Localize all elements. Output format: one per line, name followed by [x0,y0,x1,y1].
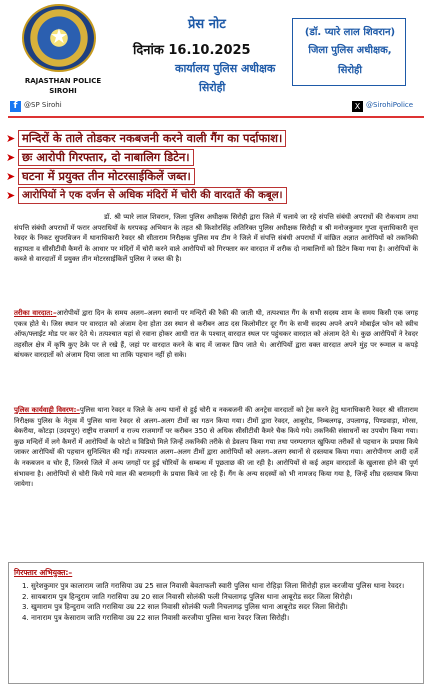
facebook-handle[interactable]: @SP Sirohi [24,101,62,109]
list-item: 3. खुमाराम पुत्र हिन्दुराम जाति गरासिया उम्र 22 साल निवासी सोलंकी फली निचलागढ़ पुलिस थाना आबूरोड सदर जिला सिरोही। [22,602,348,612]
headline-1: मन्दिरों के ताले तोडकर नकबजनी करने वाली गैंग का पर्दाफाश। [18,130,286,147]
org-city: SIROHI [49,87,77,95]
arrested-title: गिरफ्तार अभियुक्त:– [14,568,73,577]
x-icon[interactable]: X [352,101,363,112]
facebook-icon[interactable]: f [10,101,21,112]
press-note-title: प्रेस नोट [188,17,226,32]
office-city: सिरोही [199,81,226,94]
officer-title: जिला पुलिस अधीक्षक, [308,45,392,56]
police-action-text: पुलिस थाना रेवदर व जिले के अन्य थानों से हुई चोरी व नकबजनी की अनट्रेस वारदातों को ट्रेस करने हेतु थानाधिकारी रेवदर श्री सीताराम निरीक्षक पुलिस के नेतृत्व में पुलिस थाना रेवदर से अलग–अलग टीमों का गठन किया गया। टीमों द्वारा रेवदर, आबूरोड, निम्बलगढ़, उपलागढ़, पिण्डवाड़ा, मोरस, बेकरीया, कोटड़ा (उदयपुर) राष्ट्रीय राजमार्ग व राज्य राजमार्गों पर करीबन 350 से अधिक सीसीटीवी कैमरे चैक किये गये। तकनिकी संसाधनों का उपयोग किया गया। कुछ मन्दिरों में लगे कैमरों में आरोपियों के फोटो व विडियो मिले जिन्हें तकनिकी तरीके से डेवलप किया गया तथा परम्परागत खुफिया तरीकों से पहचान के प्रयास किये जाकर आरोपियों की पहचान सुनिश्चित की गई। तत्पश्चात अलग–अलग टीमों द्वारा आरोपियों को अलग–अलग स्थानों से दस्तयाब किया गया। आरोपीगण आदी दर्जे के नकबजन व चोर हैं, जिनसे जिले में अन्य जगहों पर हुई चोरियों के सम्बन्ध में पूछताछ की जा रही है। आरोपियों से कई अहम वारदातों के खुलासा होने की पूर्ण संभावना है। आरोपियों से चोरी किये गये माल की बरामदगी के प्रयास किये जा रहे हैं। गैंग के अन्य सदस्यों को भी नामजद किया गया है, जिन्हें शीघ्र दस्तयाब किया जायेगा। [14,406,418,489]
star-icon: ★ [50,24,68,48]
officer-name: (डॉ. प्यारे लाल शिवरान) [304,27,396,38]
method-text: आरोपीयों द्वारा दिन के समय अलग–अलग स्थानों पर मन्दिरों की रैकी की जाती थी, तत्पश्चात गैंग के सभी सदस्य शाम के समय किसी एक जगह एकत्र होते थे। जिस स्थान पर वारदात को अंजाम देना होता उस स्थान से करीबन आठ दस किलोमीटर दूर गैंग के सभी सदस्य अपने अपने मोबाईल फोन को स्वीच ऑफ/फ्लाईट मोड पर कर देते थे। तत्पश्चात यहां से रवाना होकर आधी रात के पश्चात् वारदात स्थल पर पहुंचकर वारदात को अंजाम देते थे। कुछ आरोपियों ने रेवदर तहसील क्षेत्र में कृषि कुए ठेके पर ले रखे हैं, जहां पर वारदात करने के बाद में जाकर छिप जाते थे। आरोपियों द्वारा वक्त वारदात अपने मुंह पर रूमाल व कपड़े बांधकर वारदातों को अंजाम दिया जाता था ताकि पहचान नहीं हो सके। [14,309,418,360]
list-item: 4. नानाराम पुत्र केसाराम जाति गरासिया उम्र 22 साल निवासी करजीया पुलिस थाना रेवदर जिला सिरोही। [22,612,290,622]
headline-2: छः आरोपी गिरफ्तार, दो नाबालिग डिटेन। [18,149,194,166]
list-item: 1. सुरेशकुमार पुत्र कालाराम जाति गरासिया उम्र 25 साल निवासी बेवताफली स्वारी पुलिस थाना रोहिड़ा जिला सिरोही हाल करजीया पुलिस थाना रेवदर। [22,581,405,590]
arrow-icon: ➤ [6,189,16,202]
date-line: दिनांक 16.10.2025 [133,43,251,58]
method-label: तरीका वारदात:– [14,309,57,317]
x-handle[interactable]: @SirohiPolice [366,101,414,109]
org-name: RAJASTHAN POLICE [24,77,102,85]
arrested-list [14,581,426,623]
intro-paragraph: डॉ. श्री प्यारे लाल शिवरान, जिला पुलिस अधीक्षक सिरोही द्वारा जिले में चलाये जा रहे संपत्ति संबंधी अपराधों की रोकथाम तथा संपत्ति संबंधी अपराधों में फरार अपराधियों के धरपकड़ अभियान के तहत श्री किशोरसिंह अतिरिक्त पुलिस अधीक्षक सिरोही व श्री मनोजकुमार गुप्ता वृत्ताधिकारी वृत्त रेवदर के निकट सुपरविजन में थानाधिकारी रेवदर श्री सीताराम निरीक्षक पुलिस मय टीम ने जिले में संपत्ति संबंधी अपराधों में वांछित अज्ञात आरोपियों को तकनिकी सहायता व सीसीटीवी कैमरों के आधार पर मंदिरों में चोरी करने वाले आरोपियों को गिरफ्तार कर वारदात में शरीक दो नाबालिगों को डिटेन किया गया है। आरोपियों के कब्जे से वारदातों में प्रयुक्त तीन मोटरसाईकिलें पुलिस ने जब्त की है। [14,213,418,264]
arrow-icon: ➤ [6,151,16,164]
headline-4: आरोपियों ने एक दर्जन से अधिक मंदिरों में चोरी की वारदातें की कबूल। [18,187,287,204]
list-item: 2. सायबाराम पुत्र हिन्दुराम जाति गरासिया उम्र 20 साल निवासी सोलंकी फली निचलागढ़ पुलिस थाना आबूरोड सदर जिला सिरोही। [22,591,353,601]
police-action-label: पुलिस कार्यवाही विवरण:– [14,406,80,414]
arrow-icon: ➤ [6,132,16,145]
officer-city: सिरोही [338,65,362,76]
headline-3: घटना में प्रयुक्त तीन मोटरसाईकिलें जब्त। [18,168,195,185]
arrow-icon: ➤ [6,170,16,183]
method-paragraph [14,308,418,361]
office-title: कार्यालय पुलिस अधीक्षक [175,62,276,75]
police-action-paragraph [14,405,418,490]
